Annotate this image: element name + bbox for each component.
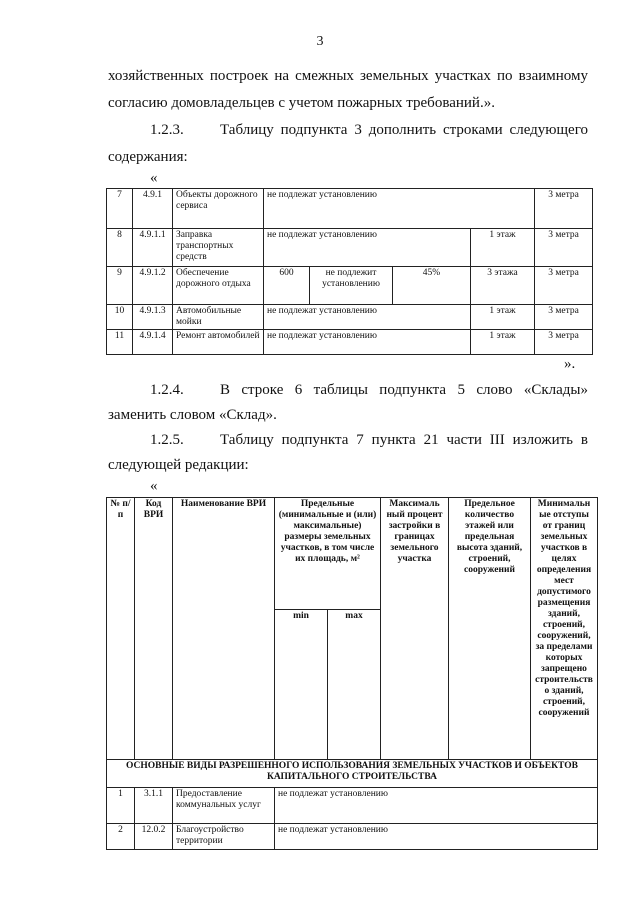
vri-name: Благоустройство территории	[173, 824, 275, 850]
vri-name: Автомобильные мойки	[173, 305, 264, 330]
section-row	[107, 760, 598, 788]
header-percent: Максималь ный процент застройки в границах земельного участка	[381, 498, 449, 760]
vri-code: 4.9.1	[133, 189, 173, 229]
page-number: 3	[316, 34, 324, 49]
table-row	[107, 229, 593, 267]
floors-cell: 1 этаж	[471, 229, 535, 267]
setback-cell: 3 метра	[535, 305, 593, 330]
table-row	[107, 788, 598, 824]
merged-cell: не подлежат установлению	[264, 229, 471, 267]
paragraph-line: заменить словом «Склад».	[108, 407, 277, 423]
vri-name: Ремонт автомобилей	[173, 330, 264, 355]
vri-name: Объекты дорожного сервиса	[173, 189, 264, 229]
row-number: 11	[107, 330, 133, 355]
section-title: ОСНОВНЫЕ ВИДЫ РАЗРЕШЕННОГО ИСПОЛЬЗОВАНИЯ ЗЕМЕЛЬНЫХ УЧАСТКОВ И ОБЪЕКТОВ КАПИТАЛЬНОГО СТРОИТЕЛЬСТВА	[107, 760, 598, 788]
setback-cell: 3 метра	[535, 330, 593, 355]
close-quote: ».	[564, 356, 576, 372]
setback-cell: 3 метра	[535, 267, 593, 305]
header-floors: Предельное количество этажей или предельная высота зданий, строений, сооружений	[449, 498, 531, 760]
vri-name: Предоставление коммунальных услуг	[173, 788, 275, 824]
vri-code: 4.9.1.1	[133, 229, 173, 267]
header-min: min	[275, 610, 328, 760]
setback-cell: 3 метра	[535, 189, 593, 229]
vri-code: 4.9.1.3	[133, 305, 173, 330]
merged-cell: не подлежат установлению	[264, 189, 535, 229]
open-quote: «	[150, 170, 158, 186]
merged-cell: не подлежат установлению	[275, 824, 598, 850]
max-cell: не подлежит установлению	[310, 267, 393, 305]
vri-name: Заправка транспортных средств	[173, 229, 264, 267]
item-number: 1.2.3.	[150, 122, 184, 138]
floors-cell: 3 этажа	[471, 267, 535, 305]
table-new-edition	[106, 497, 598, 850]
table-additional-rows	[106, 188, 593, 355]
item-number: 1.2.5.	[150, 432, 184, 448]
vri-code: 4.9.1.4	[133, 330, 173, 355]
row-number: 10	[107, 305, 133, 330]
table-row	[107, 189, 593, 229]
header-row	[107, 498, 598, 610]
paragraph-line: хозяйственных построек на смежных земельных участках по взаимному	[108, 68, 588, 84]
paragraph-line: следующей редакции:	[108, 457, 249, 473]
table-row	[107, 305, 593, 330]
paragraph-line: содержания:	[108, 149, 188, 165]
vri-code: 12.0.2	[135, 824, 173, 850]
vri-code: 3.1.1	[135, 788, 173, 824]
paragraph-line: Таблицу подпункта 3 дополнить строками следующего	[220, 122, 588, 138]
paragraph-line: согласию домовладельцев с учетом пожарных требований.».	[108, 95, 495, 111]
table-row	[107, 267, 593, 305]
vri-code: 4.9.1.2	[133, 267, 173, 305]
row-number: 1	[107, 788, 135, 824]
row-number: 8	[107, 229, 133, 267]
row-number: 2	[107, 824, 135, 850]
floors-cell: 1 этаж	[471, 305, 535, 330]
paragraph-line: Таблицу подпункта 7 пункта 21 части III изложить в	[220, 432, 588, 448]
header-sizes: Предельные (минимальные и (или) максимальные) размеры земельных участков, в том числе их площадь, м²	[275, 498, 381, 610]
percent-cell: 45%	[393, 267, 471, 305]
open-quote: «	[150, 478, 158, 494]
merged-cell: не подлежат установлению	[264, 305, 471, 330]
header-setback: Минимальн ые отступы от границ земельных участков в целях определения мест допустимого размещения зданий, строений, сооружений, за пределами которых запрещено строительств о зданий, строений, сооружений	[531, 498, 598, 760]
header-name: Наименование ВРИ	[173, 498, 275, 760]
table-row	[107, 330, 593, 355]
header-max: max	[328, 610, 381, 760]
merged-cell: не подлежат установлению	[264, 330, 471, 355]
item-number: 1.2.4.	[150, 382, 184, 398]
floors-cell: 1 этаж	[471, 330, 535, 355]
min-cell: 600	[264, 267, 310, 305]
row-number: 7	[107, 189, 133, 229]
header-code: Код ВРИ	[135, 498, 173, 760]
row-number: 9	[107, 267, 133, 305]
setback-cell: 3 метра	[535, 229, 593, 267]
paragraph-line: В строке 6 таблицы подпункта 5 слово «Склады»	[220, 382, 588, 398]
merged-cell: не подлежат установлению	[275, 788, 598, 824]
vri-name: Обеспечение дорожного отдыха	[173, 267, 264, 305]
header-num: № п/п	[107, 498, 135, 760]
table-row	[107, 824, 598, 850]
